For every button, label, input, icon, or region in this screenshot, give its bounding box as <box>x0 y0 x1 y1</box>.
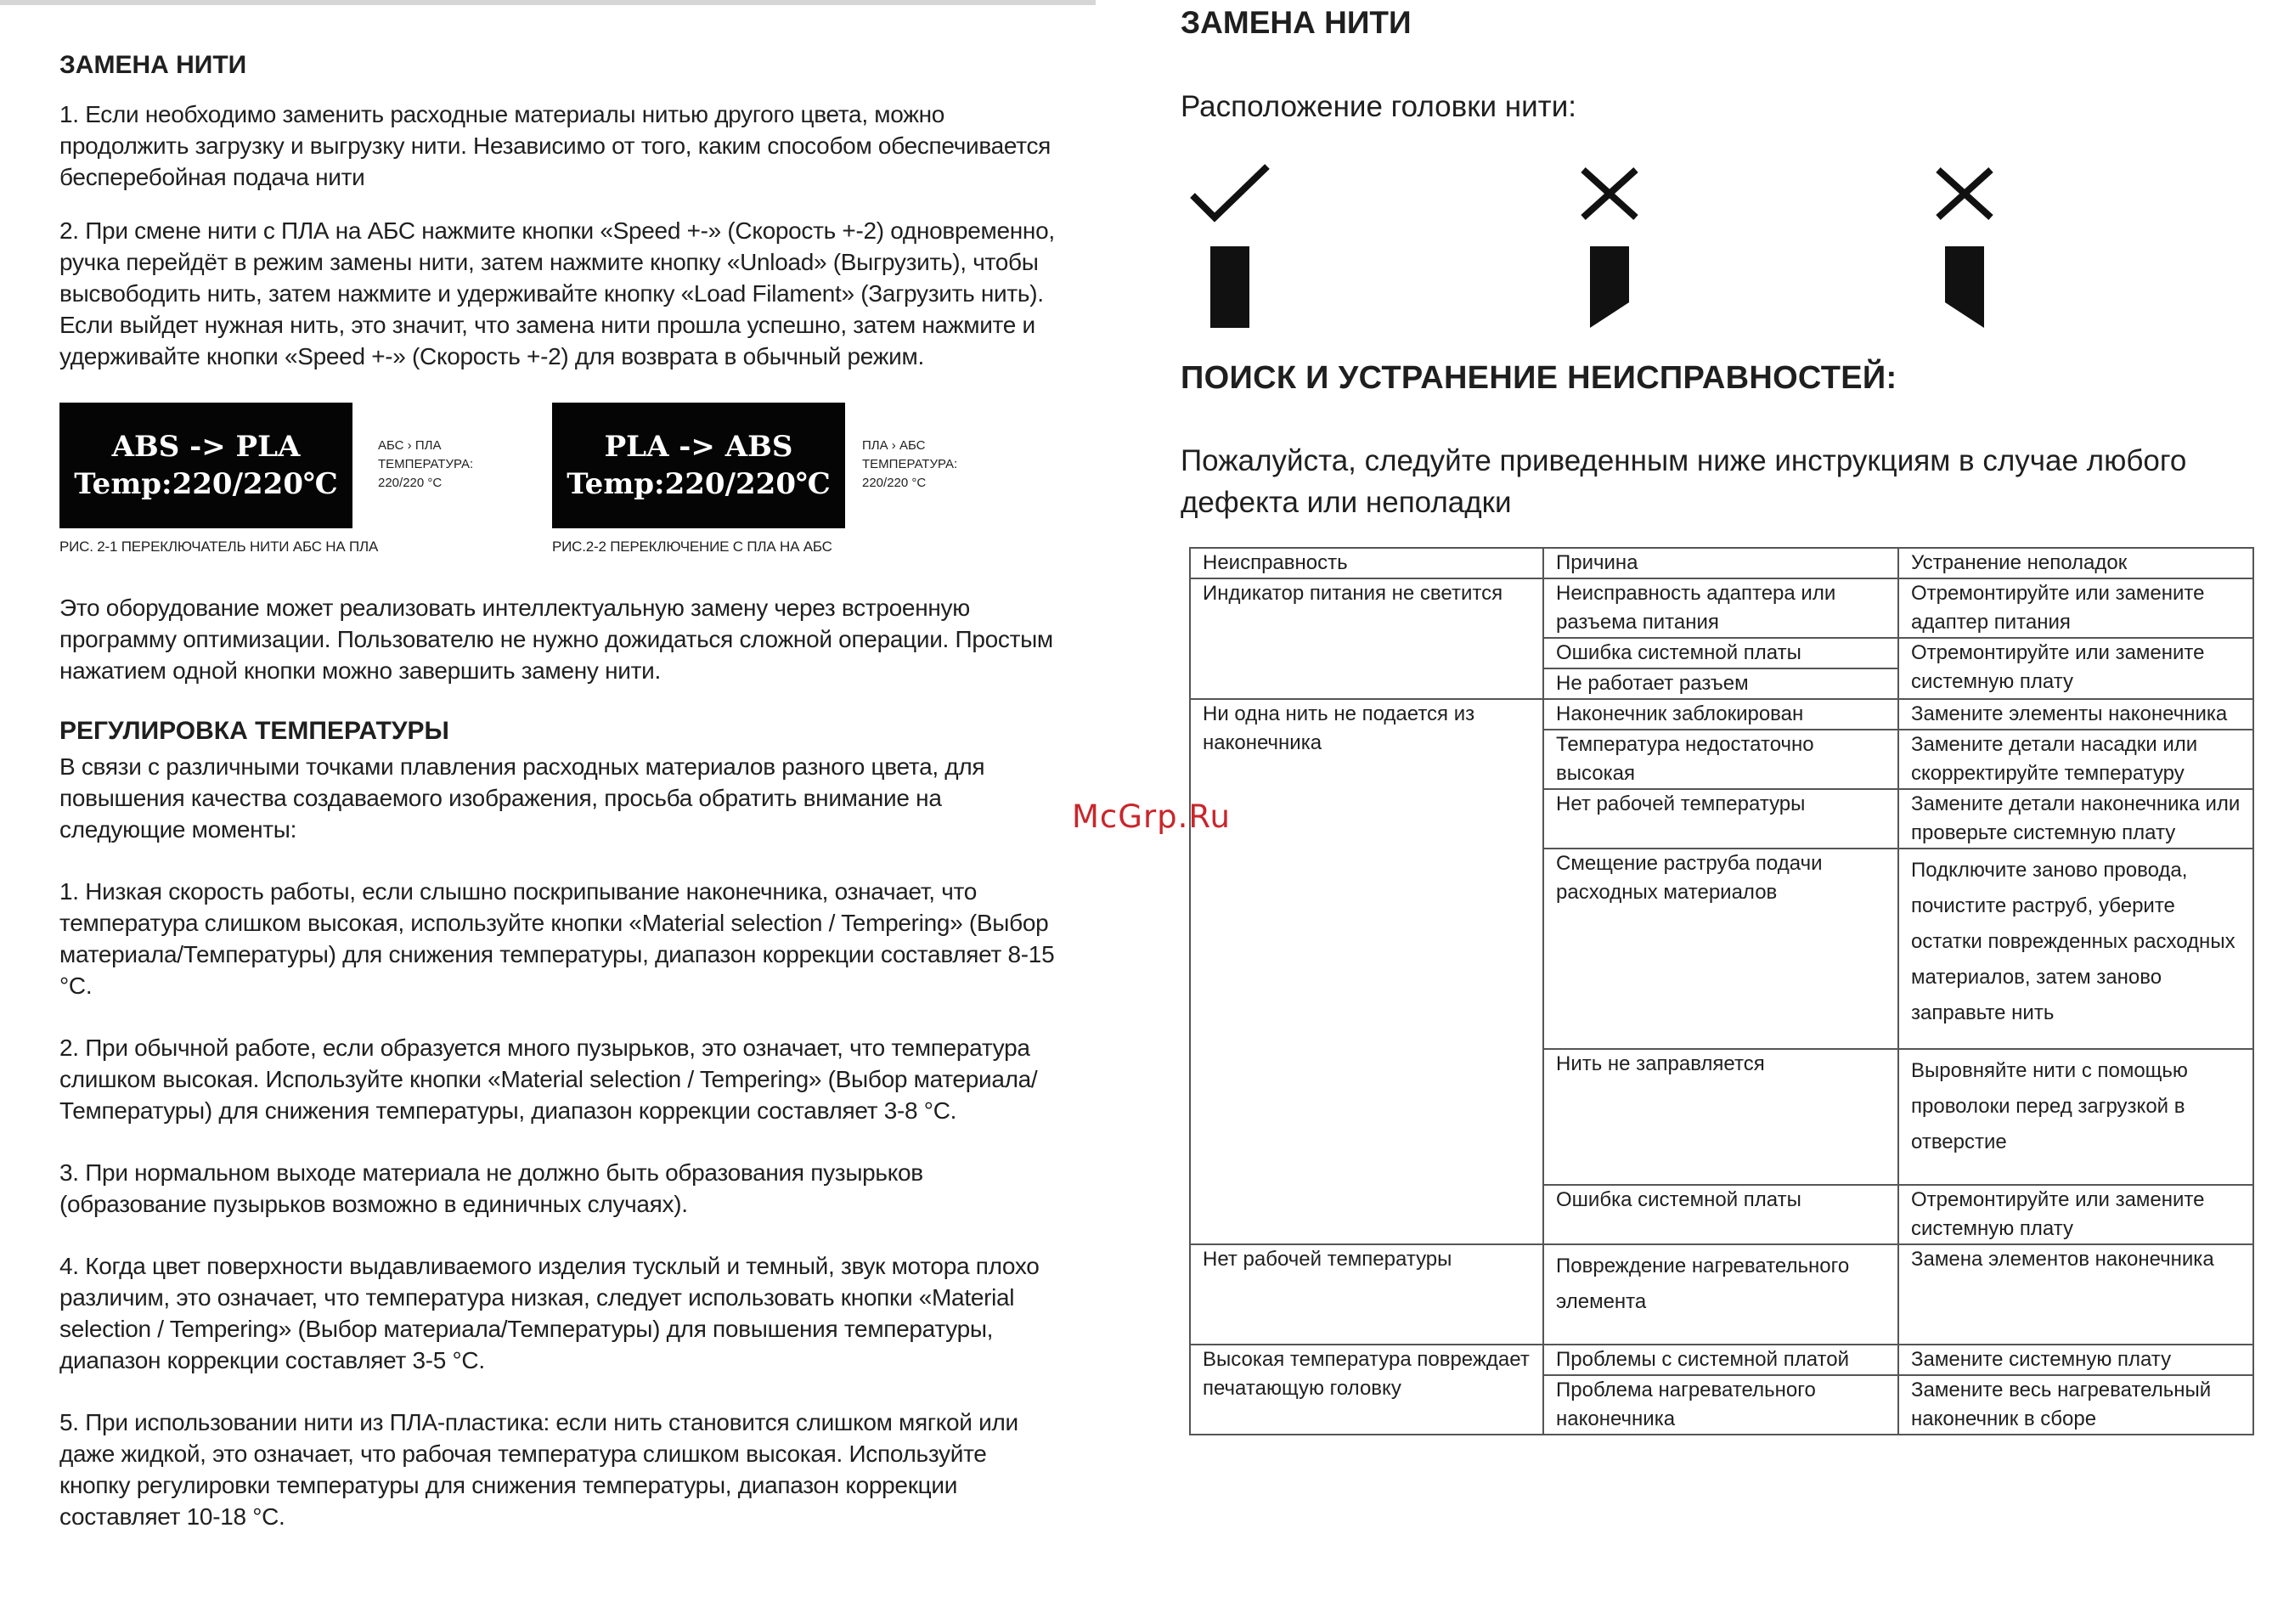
paragraph-3: Это оборудование может реализовать интеллектуальную замену через встроенную программу оптимизации. Пользователю не нужно дожидаться сложной операции. Простым нажатием одной кнопки можно завершить замену нити. <box>59 595 1053 684</box>
lcd-line-2: Temp:220/220℃ <box>74 467 338 501</box>
fault-cell: Индикатор питания не светится <box>1190 578 1543 699</box>
table-row <box>1190 1244 2253 1345</box>
nozzle-wrong-2 <box>1926 161 2011 331</box>
fault-cell: Нет рабочей температуры <box>1190 1244 1543 1345</box>
figure-side-note: ПЛА › АБС ТЕМПЕРАТУРА: 220/220 °C <box>862 438 958 490</box>
figure-pla-to-abs <box>552 403 958 555</box>
paragraph-1: 1. Если необходимо заменить расходные материалы нитью другого цвета, можно продолжить загрузку и выгрузку нити. Независимо от того, каким способом обеспечивается бесперебойная подача нити <box>59 101 1051 190</box>
lcd-screen <box>59 403 352 528</box>
watermark: McGrp.Ru <box>1072 798 1231 835</box>
figure-side-note: АБС › ПЛА ТЕМПЕРАТУРА: 220/220 °C <box>378 438 474 490</box>
cause-cell: Проблемы с системной платой <box>1543 1345 1898 1375</box>
solution-cell: Замените весь нагревательный наконечник в сборе <box>1898 1375 2253 1435</box>
cause-cell: Проблема нагревательного наконечника <box>1543 1375 1898 1435</box>
solution-cell: Отремонтируйте или замените адаптер питания <box>1898 578 2253 638</box>
solution-cell: Замените элементы наконечника <box>1898 699 2253 730</box>
figure-caption: РИС. 2-1 ПЕРЕКЛЮЧАТЕЛЬ НИТИ АБС НА ПЛА <box>59 539 379 555</box>
cross-icon <box>1571 161 1656 331</box>
check-icon <box>1189 161 1274 331</box>
table-header-row <box>1190 548 2253 578</box>
troubleshooting-heading: ПОИСК И УСТРАНЕНИЕ НЕИСПРАВНОСТЕЙ: <box>1181 360 1897 396</box>
lcd-line-2: Temp:220/220℃ <box>567 467 831 501</box>
cause-cell: Нить не заправляется <box>1543 1049 1898 1185</box>
cross-icon <box>1926 161 2011 331</box>
figure-caption: РИС.2-2 ПЕРЕКЛЮЧЕНИЕ С ПЛА НА АБС <box>552 539 832 555</box>
column-header: Причина <box>1543 548 1898 578</box>
cause-cell: Неисправность адаптера или разъема питания <box>1543 578 1898 638</box>
solution-cell: Замените системную плату <box>1898 1345 2253 1375</box>
cause-cell: Нет рабочей температуры <box>1543 789 1898 849</box>
fault-cell: Высокая температура повреждает печатающую головку <box>1190 1345 1543 1435</box>
table-row <box>1190 699 2253 730</box>
temperature-point-5: 5. При использовании нити из ПЛА-пластика: если нить становится слишком мягкой или даже жидкой, это означает, что рабочая температура слишком высокая. Используйте кнопку регулировки температуры для снижения температуры, диапазон коррекции составляет 10-18 °C. <box>59 1409 1018 1530</box>
temperature-intro: В связи с различными точками плавления расходных материалов разного цвета, для повышения качества создаваемого изображения, просьба обратить внимание на следующие моменты: <box>59 753 985 843</box>
column-header: Неисправность <box>1190 548 1543 578</box>
cause-cell: Ошибка системной платы <box>1543 1185 1898 1244</box>
lcd-screen <box>552 403 845 528</box>
column-header: Устранение неполадок <box>1898 548 2253 578</box>
nozzle-correct <box>1189 161 1274 331</box>
cause-cell: Температура недостаточно высокая <box>1543 730 1898 789</box>
paragraph-2: 2. При смене нити с ПЛА на АБС нажмите кнопки «Speed +-» (Скорость +-2) одновременно, ручка перейдёт в режим замены нити, затем нажмите кнопку «Unload» (Выгрузить), чтобы высвободить нить, затем нажмите и удерживайте кнопку «Load Filament» (Загрузить нить). Если выйдет нужная нить, это значит, что замена нити прошла успешно, затем нажмите и удерживайте кнопки «Speed +-» (Скорость +-2) для возврата в обычный режим. <box>59 217 1055 369</box>
cause-cell: Не работает разъем <box>1543 668 1898 699</box>
temperature-point-4: 4. Когда цвет поверхности выдавливаемого изделия тусклый и темный, звук мотора плохо различим, это означает, что температура низкая, следует использовать кнопки «Material selection / Tempering» (Выбор материала/Температуры) для повышения температуры, диапазон коррекции составляет 3-5 °C. <box>59 1253 1040 1373</box>
temperature-point-1: 1. Низкая скорость работы, если слышно поскрипывание наконечника, означает, что температура слишком высокая, используйте кнопки «Material selection / Tempering» (Выбор материала/Температуры) для снижения температуры, диапазон коррекции составляет 8-15 °C. <box>59 878 1055 999</box>
solution-cell: Замена элементов наконечника <box>1898 1244 2253 1345</box>
solution-cell: Выровняйте нити с помощью проволоки перед загрузкой в отверстие <box>1898 1049 2253 1185</box>
filament-change-heading: ЗАМЕНА НИТИ <box>59 51 247 79</box>
solution-cell: Подключите заново провода, почистите раструб, уберите остатки поврежденных расходных материалов, затем заново заправьте нить <box>1898 849 2253 1049</box>
nozzle-wrong-1 <box>1571 161 1656 331</box>
filament-change-heading-right: ЗАМЕНА НИТИ <box>1181 5 1412 40</box>
table-row <box>1190 578 2253 638</box>
lcd-line-1: ABS -> PLA <box>111 430 301 464</box>
solution-cell: Отремонтируйте или замените системную плату <box>1898 1185 2253 1244</box>
temperature-point-3: 3. При нормальном выходе материала не должно быть образования пузырьков (образование пузырьков возможно в единичных случаях). <box>59 1159 923 1217</box>
figure-abs-to-pla <box>59 403 474 555</box>
top-divider <box>0 0 1096 5</box>
nozzle-position-label: Расположение головки нити: <box>1181 90 1576 123</box>
left-page <box>59 42 1062 1563</box>
solution-cell: Замените детали насадки или скорректируйте температуру <box>1898 730 2253 789</box>
cause-cell: Смещение раструба подачи расходных материалов <box>1543 849 1898 1049</box>
solution-cell: Замените детали наконечника или проверьте системную плату <box>1898 789 2253 849</box>
troubleshooting-intro: Пожалуйста, следуйте приведенным ниже инструкциям в случае любого дефекта или неполадки <box>1181 444 2187 519</box>
cause-cell: Наконечник заблокирован <box>1543 699 1898 730</box>
temperature-point-2: 2. При обычной работе, если образуется много пузырьков, это означает, что температура слишком высокая. Используйте кнопки «Material selection / Tempering» (Выбор материала/ Температуры) для снижения температуры, диапазон коррекции составляет 3-8 °C. <box>59 1035 1038 1124</box>
fault-cell: Ни одна нить не подается из наконечника <box>1190 699 1543 1244</box>
table-row <box>1190 1345 2253 1375</box>
lcd-line-1: PLA -> ABS <box>604 430 793 464</box>
troubleshooting-table <box>1189 547 2254 1435</box>
solution-cell: Отремонтируйте или замените системную плату <box>1898 638 2253 699</box>
cause-cell: Ошибка системной платы <box>1543 638 1898 668</box>
cause-cell: Повреждение нагревательного элемента <box>1543 1244 1898 1345</box>
temperature-heading: РЕГУЛИРОВКА ТЕМПЕРАТУРЫ <box>59 717 449 745</box>
display-figures <box>59 403 1062 568</box>
